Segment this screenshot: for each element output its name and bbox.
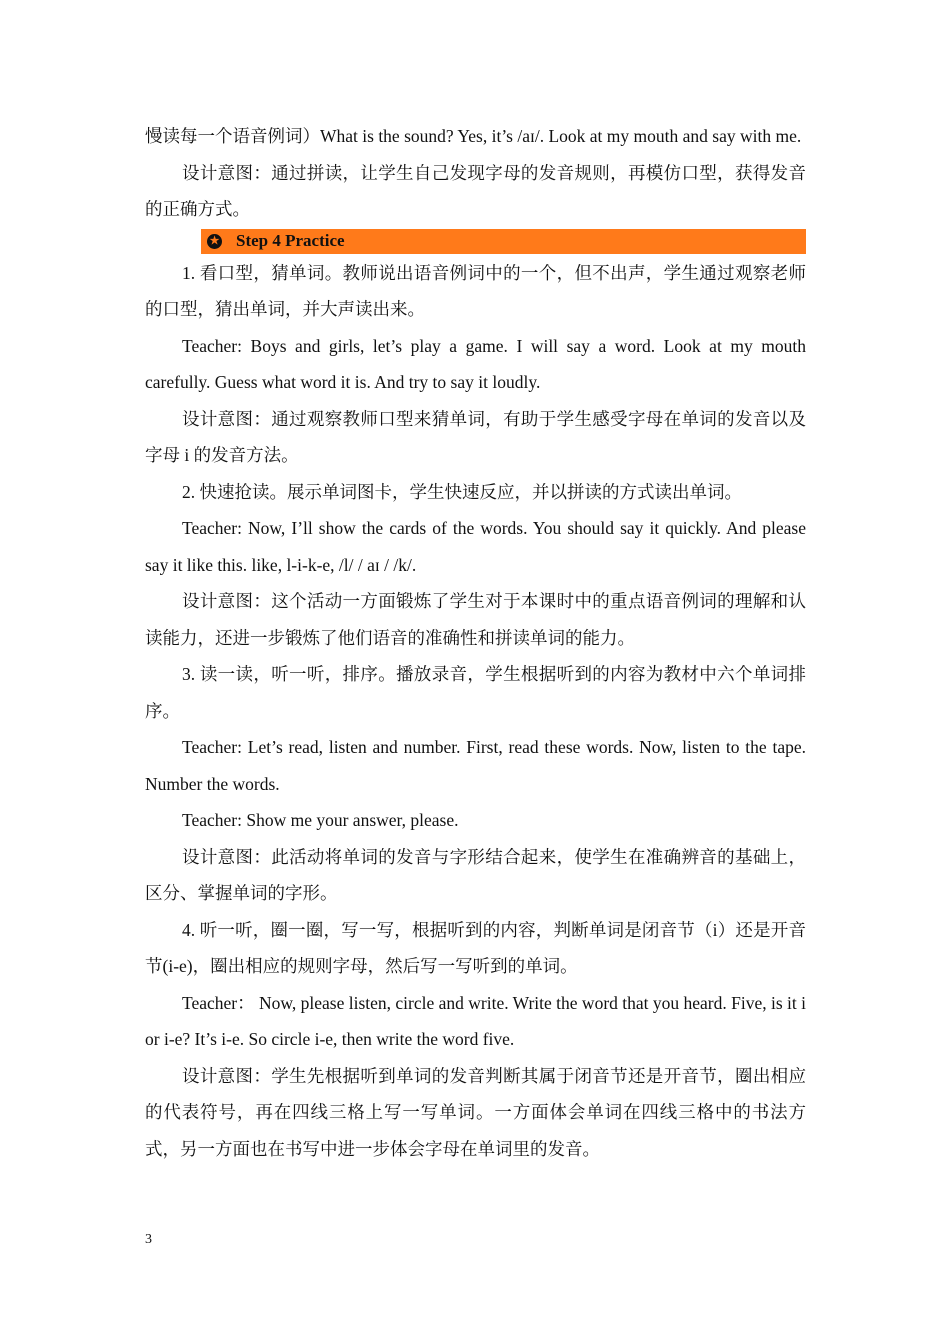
paragraph: Teacher: Now, I’ll show the cards of the words. You should say it quickly. And please say it like this. like, l-i-k-e, /l/ / aɪ / /k/.	[145, 518, 806, 575]
page-number: 3	[145, 1232, 152, 1247]
paragraph: Teacher: Boys and girls, let’s play a game. I will say a word. Look at my mouth carefully. Guess what word it is. And try to say it loudly.	[145, 335, 806, 392]
section-heading-step4	[201, 229, 806, 254]
paragraph: Teacher: Show me your answer, please.	[182, 810, 459, 830]
paragraph: Teacher: Let’s read, listen and number. First, read these words. Now, listen to the tape. Number the words.	[145, 737, 806, 794]
paragraph: 设计意图：通过拼读，让学生自己发现字母的发音规则，再模仿口型，获得发音的正确方式。	[145, 162, 806, 219]
paragraph: 慢读每一个语音例词）What is the sound? Yes, it’s /aɪ/. Look at my mouth and say with me.	[145, 126, 802, 146]
paragraph: 2. 快速抢读。展示单词图卡，学生快速反应，并以拼读的方式读出单词。	[182, 481, 742, 502]
paragraph: 4. 听一听，圈一圈，写一写，根据听到的内容，判断单词是闭音节（i）还是开音节(i-e)，圈出相应的规则字母，然后写一写听到的单词。	[145, 919, 806, 976]
section-heading-label: Step 4 Practice	[236, 231, 345, 250]
paragraph: Teacher： Now, please listen, circle and write. Write the word that you heard. Five, is it i or i-e? It’s i-e. So circle i-e, then write the word five.	[145, 992, 806, 1049]
paragraph: 3. 读一读，听一听，排序。播放录音，学生根据听到的内容为教材中六个单词排序。	[145, 664, 806, 721]
paragraph: 1. 看口型，猜单词。教师说出语音例词中的一个，但不出声，学生通过观察老师的口型，猜出单词，并大声读出来。	[145, 262, 806, 319]
paragraph: 设计意图：通过观察教师口型来猜单词，有助于学生感受字母在单词的发音以及字母 i 的发音方法。	[145, 408, 806, 465]
paragraph: 设计意图：此活动将单词的发音与字形结合起来，使学生在准确辨音的基础上，区分、掌握单词的字形。	[145, 846, 806, 903]
document-body	[145, 118, 806, 1167]
paragraph: 设计意图：这个活动一方面锻炼了学生对于本课时中的重点语音例词的理解和认读能力，还进一步锻炼了他们语音的准确性和拼读单词的能力。	[145, 591, 806, 648]
star-circle-icon: ★	[207, 234, 222, 249]
paragraph: 设计意图：学生先根据听到单词的发音判断其属于闭音节还是开音节，圈出相应的代表符号，再在四线三格上写一写单词。一方面体会单词在四线三格中的书法方式，另一方面也在书写中进一步体会字母在单词里的发音。	[145, 1065, 806, 1159]
